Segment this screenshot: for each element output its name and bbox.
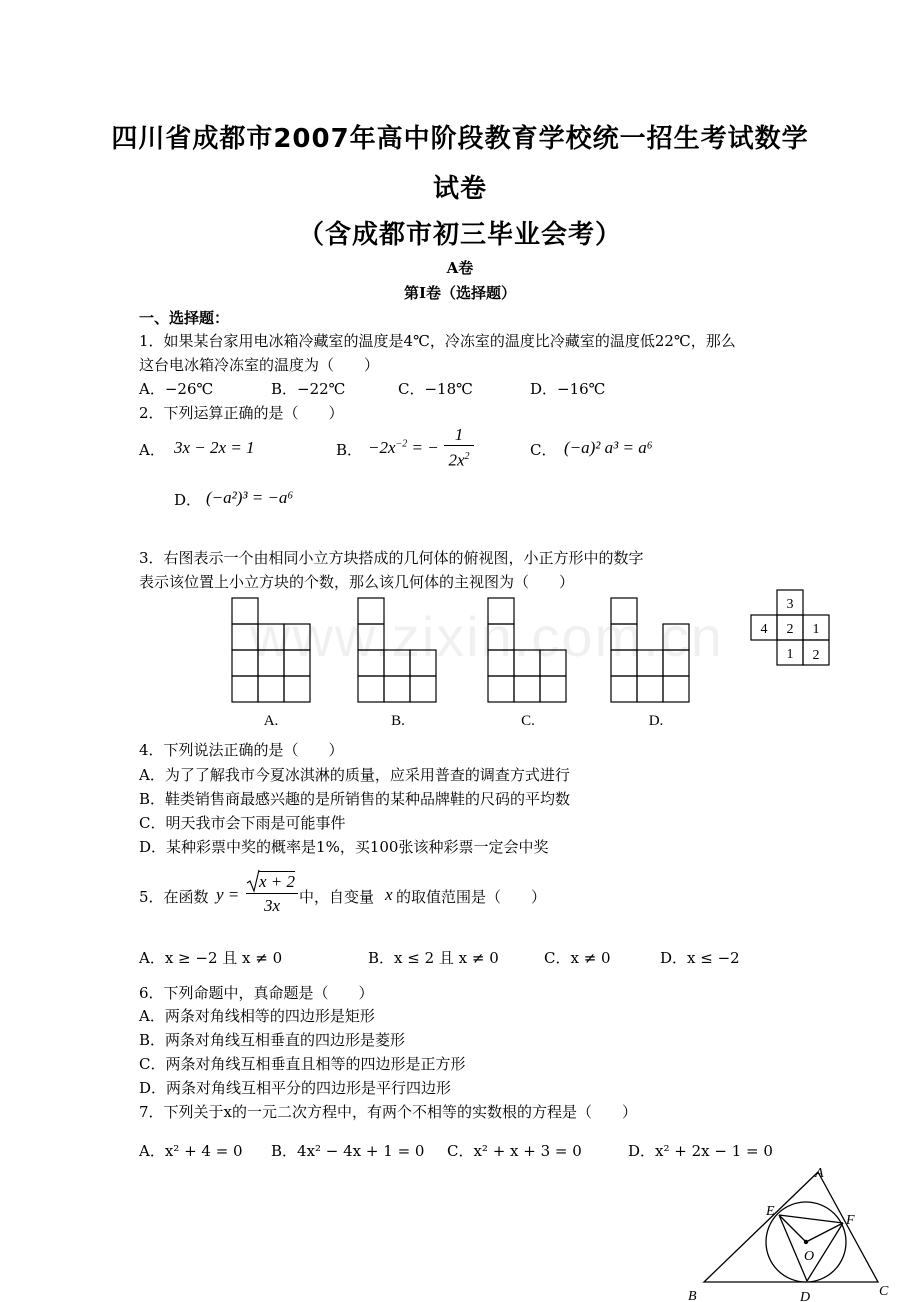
q2-b-denominator: $2x^2$: [448, 450, 470, 470]
q5-fraction: [246, 871, 298, 918]
q1-option-b: B．−22℃: [271, 380, 346, 398]
label-a: A: [815, 1166, 824, 1181]
top-view-cell: 4: [760, 622, 768, 637]
top-view-cell: 1: [786, 647, 794, 662]
q1-stem-line2: 这台电冰箱冷冻室的温度为（ ）: [139, 356, 380, 374]
q2-stem: 2．下列运算正确的是（ ）: [139, 404, 344, 422]
q4-option-c: C．明天我市会下雨是可能事件: [139, 814, 346, 832]
paper-title-line1: 四川省成都市2007年高中阶段教育学校统一招生考试数学: [111, 124, 809, 154]
q4-option-d: D．某种彩票中奖的概率是1%，买100张该种彩票一定会中奖: [139, 838, 549, 856]
top-view-cell: 3: [786, 597, 794, 612]
q2-option-d-expr: (−a²)³ = −a⁶: [206, 488, 294, 507]
q5-option-a: A．x ≥ −2 且 x ≠ 0: [139, 949, 283, 967]
paper-subtitle: （含成都市初三毕业会考）: [297, 220, 622, 250]
q5-option-b: B．x ≤ 2 且 x ≠ 0: [368, 949, 499, 967]
q4-option-a: A．为了了解我市今夏冰淇淋的质量，应采用普查的调查方式进行: [139, 766, 570, 784]
triangle-incircle-figure: [680, 1160, 910, 1302]
q3-option-b-label: B.: [391, 713, 405, 729]
q1-stem-line1: 1．如果某台家用电冰箱冷藏室的温度是4℃，冷冻室的温度比冷藏室的温度低22℃，那么: [139, 332, 736, 350]
label-c: C: [879, 1284, 889, 1299]
q7-option-d: D．x² + 2x − 1 = 0: [628, 1142, 773, 1160]
q5-denominator: 3x: [263, 896, 281, 915]
q1-option-d: D．−16℃: [530, 380, 606, 398]
watermark: www.zixin.com.cn: [250, 605, 724, 668]
q2-b-numerator: 1: [444, 425, 474, 446]
volume-label: A卷: [446, 259, 474, 277]
paper-title-line2: 试卷: [432, 174, 487, 204]
label-d: D: [800, 1290, 811, 1302]
q2-option-d-label: D．: [174, 491, 202, 509]
label-e: E: [766, 1204, 775, 1219]
q2-option-a-label: A．: [139, 441, 165, 459]
segment-ed: [779, 1215, 807, 1281]
sqrt-sign-icon: [246, 869, 260, 893]
top-view-cell: 1: [812, 622, 820, 637]
top-view-cell: 2: [786, 622, 794, 637]
q7-option-b: B．4x² − 4x + 1 = 0: [271, 1142, 425, 1160]
q7-option-a: A．x² + 4 = 0: [139, 1142, 243, 1160]
q3-option-c-label: C.: [521, 713, 535, 729]
q7-option-c: C．x² + x + 3 = 0: [447, 1142, 582, 1160]
q3-stem-line1: 3．右图表示一个由相同小立方块搭成的几何体的俯视图，小正方形中的数字: [139, 549, 644, 567]
q5-func-y: y =: [216, 885, 240, 904]
q5-variable: x: [385, 885, 393, 904]
label-o: O: [804, 1249, 815, 1264]
q3-front-view-d: [611, 598, 689, 702]
q5-option-c: C．x ≠ 0: [544, 949, 611, 967]
q6-option-d: D．两条对角线互相平分的四边形是平行四边形: [139, 1079, 452, 1097]
segment-oe: [779, 1215, 806, 1242]
q3-front-view-b: [358, 598, 436, 702]
q5-stem-post: 中，自变量: [299, 888, 375, 906]
q6-option-b: B．两条对角线互相垂直的四边形是菱形: [139, 1031, 406, 1049]
q5-option-d: D．x ≤ −2: [660, 949, 740, 967]
segment-ef: [779, 1215, 843, 1223]
q3-option-d-label: D.: [648, 713, 664, 729]
q6-stem: 6．下列命题中，真命题是（ ）: [139, 984, 374, 1002]
q2-b-lhs-exp: −2: [395, 438, 408, 450]
label-b: B: [688, 1289, 697, 1302]
q2-b-eq: = −: [411, 438, 439, 457]
part-label: 第Ⅰ卷（选择题）: [403, 284, 517, 302]
label-f: F: [846, 1213, 855, 1228]
q5-numerator: x + 2: [246, 871, 298, 894]
q2-option-a-expr: 3x − 2x = 1: [174, 438, 255, 457]
q6-option-c: C．两条对角线互相垂直且相等的四边形是正方形: [139, 1055, 466, 1073]
q3-front-view-a: [232, 598, 310, 702]
q1-option-a: A．−26℃: [139, 380, 214, 398]
q4-option-b: B．鞋类销售商最感兴趣的是所销售的某种品牌鞋的尺码的平均数: [139, 790, 571, 808]
q5-stem-pre: 5．在函数: [139, 888, 209, 906]
q2-option-c-expr: (−a)² a³ = a⁶: [564, 438, 653, 457]
q2-option-c-label: C．: [530, 441, 557, 459]
q5-stem-end: 的取值范围是（ ）: [396, 888, 547, 906]
q6-option-a: A．两条对角线相等的四边形是矩形: [139, 1007, 375, 1025]
q3-option-a-label: A.: [263, 713, 279, 729]
q7-stem: 7．下列关于x的一元二次方程中，有两个不相等的实数根的方程是（ ）: [139, 1103, 638, 1121]
q3-front-view-c: [488, 598, 566, 702]
center-point: [804, 1240, 808, 1244]
q1-option-c: C．−18℃: [398, 380, 473, 398]
section-heading: 一、选择题：: [139, 309, 230, 327]
q3-stem-line2: 表示该位置上小立方块的个数，那么该几何体的主视图为（ ）: [139, 573, 575, 591]
q2-b-lhs-base: −2x: [368, 438, 396, 457]
q2-option-b-label: B．: [336, 441, 363, 459]
q4-stem: 4．下列说法正确的是（ ）: [139, 741, 344, 759]
top-view-cell: 2: [812, 648, 820, 663]
